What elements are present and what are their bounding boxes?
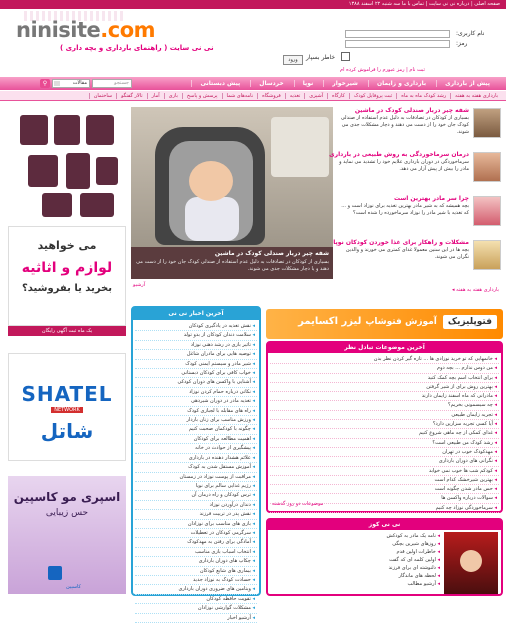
login-button[interactable]: ورود bbox=[283, 55, 303, 65]
ad-buy-sell-footer[interactable]: یک ماه ثبت آگهی رایگان bbox=[8, 326, 126, 336]
latest-news-item[interactable]: ◂ تقویت حافظه کودکان bbox=[135, 595, 257, 604]
search-icon[interactable]: ⚲ bbox=[40, 79, 50, 88]
forum-topic-item[interactable]: ◂ مهدکودک خوب در تهران bbox=[270, 448, 499, 457]
forum-topic-item[interactable]: ◂ بهترین روش برای از شیر گرفتن bbox=[270, 383, 499, 392]
news-thumbnail bbox=[473, 152, 501, 182]
forum-topic-item[interactable]: ◂ آیا کسی تجربه سزارین دارد؟ bbox=[270, 420, 499, 429]
latest-news-item[interactable]: ◂ مراقبت از پوست نوزاد در زمستان bbox=[135, 473, 257, 482]
nav-item-infant[interactable]: شیرخوار bbox=[323, 80, 366, 87]
car-window bbox=[271, 117, 329, 177]
latest-news-item[interactable]: ◂ خواب کافی برای کودکان دبستانی bbox=[135, 369, 257, 378]
hair-spray-headline: اسپری مو کاسپین bbox=[13, 490, 121, 504]
news-desc: بچه همیشه که به شیر مادر بهترین تغذیه برای نوزاد است و ... که تغذیه با شیر مادر را نوزاد سرماخورده را شده است؟ bbox=[341, 203, 469, 216]
news-item[interactable] bbox=[329, 151, 501, 191]
subnav-item[interactable]: پرسش و پاسخ bbox=[182, 93, 222, 99]
forum-topics-list bbox=[270, 355, 499, 513]
nini-kooz-item[interactable]: ◂ روزهای شیرین بچگی bbox=[272, 540, 440, 548]
garment-image bbox=[86, 115, 114, 145]
ad-buy-sell-line1: می خواهید bbox=[37, 239, 97, 252]
forum-topic-item[interactable]: ◂ کودکم شب ها خوب نمی خوابد bbox=[270, 467, 499, 476]
ad-baby-clothes[interactable] bbox=[8, 107, 126, 222]
garment-image bbox=[42, 193, 72, 217]
nini-kooz-item[interactable]: ◂ نامه یک مادر به کودکش bbox=[272, 532, 440, 540]
password-label: رمز: bbox=[456, 40, 468, 47]
subnav-item[interactable]: بازی bbox=[164, 93, 182, 99]
ad-photoshop-b: آموزش فتوشاپ bbox=[365, 317, 437, 327]
latest-news-item[interactable]: ◂ تغذیه مادر در دوران شیردهی bbox=[135, 397, 257, 406]
subnav-item[interactable]: ثبت پروفایل کودک bbox=[349, 93, 396, 99]
news-title[interactable]: درمان سرماخوردگی به روش طبیعی در بارداری bbox=[329, 151, 469, 158]
featured-caption bbox=[131, 247, 333, 279]
child-face bbox=[460, 550, 482, 572]
news-thumbnail bbox=[473, 108, 501, 138]
latest-news-item[interactable]: ◂ بیماری های شایع کودکان bbox=[135, 567, 257, 576]
sub-nav bbox=[0, 91, 506, 101]
forum-topics-footer[interactable]: موضوعات دو روز گذشته bbox=[272, 501, 324, 507]
baby-face bbox=[189, 161, 233, 201]
subnav-item[interactable]: بارداری هفته به هفته bbox=[450, 93, 502, 99]
news-item[interactable] bbox=[337, 107, 501, 147]
latest-news-item[interactable]: ◂ رژیم غذایی سالم برای نوپا bbox=[135, 482, 257, 491]
latest-news-list bbox=[135, 322, 257, 623]
featured-title[interactable]: شفه چیر دربار صندلی کودک در ماشین bbox=[214, 250, 329, 257]
ad-photoshop-banner[interactable] bbox=[266, 309, 503, 339]
garment-image bbox=[66, 153, 90, 189]
nini-kooz-item[interactable]: ◂ دلنوشته ای برای فرزند bbox=[272, 564, 440, 572]
search-input[interactable] bbox=[92, 79, 132, 88]
forum-topics-title: آخرین موضوعات تبادل نظر bbox=[268, 343, 501, 353]
garment-image bbox=[96, 157, 118, 185]
latest-news-item[interactable]: ◂ نقش پدر در تربیت فرزند bbox=[135, 510, 257, 519]
news-desc: بچه ها در این سنین معمولا غذای کمتری می خورند و والدین نگران می شوند. bbox=[345, 247, 469, 260]
forum-topic-item[interactable]: ◂ من دوس ندارم ... بچه دوم bbox=[270, 364, 499, 373]
remember-label: خاطر بسپار bbox=[306, 54, 336, 61]
nini-kooz-title: نی نی کوز bbox=[268, 520, 501, 530]
search-scope-select[interactable] bbox=[52, 79, 90, 88]
subnav-item[interactable]: تالار گفتگو bbox=[116, 93, 147, 99]
register-links[interactable]: ثبت نام | رمز عبورم را فراموش کرده ام bbox=[340, 67, 425, 73]
garment-image bbox=[54, 115, 80, 145]
latest-news-item[interactable]: ◂ توصیه هایی برای مادران شاغل bbox=[135, 350, 257, 359]
subnav-item[interactable]: نامه‌های شما bbox=[222, 93, 258, 99]
latest-news-item[interactable]: ◂ شیر مادر و سیستم ایمنی کودک bbox=[135, 360, 257, 369]
nav-item-child[interactable]: خردسال bbox=[250, 80, 292, 87]
latest-news-item[interactable]: ◂ آمادگی برای رفتن به مهدکودک bbox=[135, 538, 257, 547]
latest-news-item[interactable]: ◂ آموزش مستقل شدن به کودک bbox=[135, 463, 257, 472]
ad-hair-spray[interactable] bbox=[8, 476, 126, 594]
forum-topic-item[interactable]: ◂ رشد کودک من طبیعی است؟ bbox=[270, 439, 499, 448]
nini-kooz-box bbox=[266, 518, 503, 596]
subnav-item[interactable]: کارگاه bbox=[327, 93, 349, 99]
news-item[interactable] bbox=[333, 239, 501, 279]
hair-spray-slogan: حس زیبایی bbox=[45, 508, 89, 518]
latest-news-item[interactable]: ◂ ورزش مناسب برای زنان باردار bbox=[135, 416, 257, 425]
featured-article[interactable] bbox=[131, 107, 333, 279]
chevron-down-icon bbox=[54, 81, 60, 86]
subnav-item[interactable]: آمار bbox=[147, 93, 164, 99]
news-title[interactable]: شفه چیر دربار صندلی کودک در ماشین bbox=[354, 107, 469, 114]
nini-kooz-photo bbox=[444, 532, 498, 594]
featured-photo bbox=[131, 107, 333, 247]
news-item[interactable] bbox=[337, 195, 501, 235]
forum-topic-item[interactable]: ◂ بهترین شیرخشک کدام است bbox=[270, 476, 499, 485]
latest-news-item[interactable]: ◂ سرگرمی کودکان در تعطیلات bbox=[135, 529, 257, 538]
latest-news-item[interactable]: ◂ تاثیر بازی در رشد ذهنی نوزاد bbox=[135, 341, 257, 350]
forum-topic-item[interactable]: ◂ سرماخوردگی نوزاد چه کنیم bbox=[270, 504, 499, 513]
latest-news-item[interactable]: ◂ پیشگیری از حوادث در خانه bbox=[135, 444, 257, 453]
latest-news-item[interactable]: ◂ آرشیو اخبار bbox=[135, 614, 257, 623]
latest-news-item[interactable]: ◂ بازی های مناسب برای نوزادان bbox=[135, 520, 257, 529]
latest-news-item[interactable]: ◂ ویتامین های ضروری دوران بارداری bbox=[135, 585, 257, 594]
latest-news-item[interactable]: ◂ علائم هشدار دهنده در بارداری bbox=[135, 454, 257, 463]
forum-topic-item[interactable]: ◂ غذای کمکی از چه ماهی شروع کنیم bbox=[270, 429, 499, 438]
featured-desc: بسیاری از کودکان در تصادفات به دلیل عدم استفاده از صندلی کودک جان خود را از دست می دهند و یا دچار مشکلات جدی می شوند. bbox=[136, 259, 329, 272]
nav-item-pregnancy[interactable]: بارداری و زایمان bbox=[368, 80, 434, 87]
news-list bbox=[329, 107, 501, 279]
latest-news-item[interactable]: ◂ حسادت کودک به نوزاد جدید bbox=[135, 576, 257, 585]
nav-item-preconception[interactable]: پیش از بارداری bbox=[436, 80, 498, 87]
news-title[interactable]: مشکلات و راهکار برای غذا خوردن کودکان نوپا bbox=[333, 239, 469, 246]
search-scope-value: مقالات bbox=[72, 80, 87, 86]
forum-topics-box bbox=[266, 341, 503, 513]
subnav-item[interactable]: تغذیه bbox=[285, 93, 305, 99]
featured-archive-link[interactable]: آرشیو bbox=[133, 282, 146, 288]
baby-body bbox=[185, 197, 239, 241]
latest-news-item[interactable]: ◂ آشنایی با واکسن های دوران کودکی bbox=[135, 378, 257, 387]
username-label: نام کاربری: bbox=[456, 30, 485, 37]
news-title[interactable]: چرا سر مادر بهترین است bbox=[394, 195, 469, 202]
forum-topic-item[interactable]: ◂ مادرانی که ماه اسفند زایمان دارند bbox=[270, 392, 499, 401]
subnav-item[interactable]: رشد کودک ماه به ماه bbox=[396, 93, 450, 99]
latest-news-item[interactable]: ◂ اهمیت مطالعه برای کودکان bbox=[135, 435, 257, 444]
ad-buy-sell[interactable] bbox=[8, 226, 126, 326]
forum-topic-item[interactable]: ◂ سوالات درباره واکسن ها bbox=[270, 494, 499, 503]
nini-kooz-item[interactable]: ◂ خاطرات اولین قدم bbox=[272, 548, 440, 556]
shatel-tag: NETWORK bbox=[51, 407, 83, 413]
news-desc: بسیاری از کودکان در تصادفات به دلیل عدم استفاده از صندلی کودک جان خود را از دست می دهند و دچار مشکلات جدی می شوند. bbox=[340, 115, 469, 135]
news-thumbnail bbox=[473, 196, 501, 226]
nini-kooz-item[interactable]: ◂ لحظه های ماندگار bbox=[272, 572, 440, 580]
news-more-link[interactable]: بارداری هفته به هفته ◂ bbox=[452, 287, 499, 293]
ad-buy-sell-line3: بخرید یا بفروشید؟ bbox=[21, 283, 113, 294]
ad-shatel[interactable] bbox=[8, 353, 126, 461]
latest-news-item[interactable]: ◂ مشکلات گوارشی نوزادان bbox=[135, 604, 257, 613]
latest-news-item[interactable]: ◂ چکاپ های دوران بارداری bbox=[135, 557, 257, 566]
garment-image bbox=[28, 155, 58, 187]
news-thumbnail bbox=[473, 240, 501, 270]
shatel-persian: شاتل bbox=[40, 419, 94, 443]
latest-news-item[interactable]: ◂ نقش تغذیه در یادگیری کودکان bbox=[135, 322, 257, 331]
logo-tld: .com bbox=[100, 18, 156, 42]
forum-topic-item[interactable]: ◂ برای انتخاب اسم بچه کمک کنید bbox=[270, 374, 499, 383]
subnav-item[interactable]: ساختمان bbox=[89, 93, 116, 99]
ad-photoshop-a: فتوپلیزیک bbox=[443, 315, 497, 329]
subnav-item[interactable]: آشپزی bbox=[304, 93, 327, 99]
garment-image bbox=[80, 193, 114, 217]
latest-news-item[interactable]: ◂ ترس کودکان و راه درمان آن bbox=[135, 491, 257, 500]
password-field[interactable] bbox=[345, 40, 450, 48]
nini-kooz-item[interactable]: ◂ اولین کلمه ای که گفت bbox=[272, 556, 440, 564]
site-tagline: نی نی سایت ( راهنمای بارداری و بچه داری ) bbox=[60, 44, 214, 52]
latest-news-item[interactable]: ◂ انتخاب اسباب بازی مناسب bbox=[135, 548, 257, 557]
latest-news-item[interactable]: ◂ چگونه با کودکمان صحبت کنیم bbox=[135, 425, 257, 434]
remember-checkbox[interactable] bbox=[341, 52, 350, 61]
nav-item-preschool[interactable]: پیش دبستانی bbox=[191, 80, 248, 87]
brand-logo-icon bbox=[48, 566, 62, 580]
ad-photoshop-c: لیزر اکسایمر bbox=[298, 316, 362, 327]
latest-news-item[interactable]: ◂ سلامت دندان کودکان از بدو تولد bbox=[135, 331, 257, 340]
nav-item-toddler[interactable]: نوپا bbox=[294, 80, 322, 87]
latest-news-item[interactable]: ◂ نکاتی درباره حمام کردن نوزاد bbox=[135, 388, 257, 397]
nini-kooz-item[interactable]: ◂ آرشیو مطالب bbox=[272, 580, 440, 588]
latest-news-title: آخرین اخبار نی نی bbox=[133, 308, 259, 320]
forum-topic-item[interactable]: ◂ چه سیسمونی بخریم؟ bbox=[270, 401, 499, 410]
forum-topic-item[interactable]: ◂ خانمهایی که تو خرید نوزادی ها ... تازه گیر کردن نظر بدن bbox=[270, 355, 499, 364]
logo-main: ninisite bbox=[16, 18, 101, 42]
latest-news-box bbox=[131, 306, 261, 621]
latest-news-item[interactable]: ◂ راه های مقابله با لجبازی کودک bbox=[135, 407, 257, 416]
ad-buy-sell-line2: لوازم و اثاثیه bbox=[21, 260, 113, 276]
search-placeholder: جستجو bbox=[114, 80, 129, 86]
forum-topic-item[interactable]: ◂ حس مادر شدن چگونه است bbox=[270, 485, 499, 494]
forum-topic-item[interactable]: ◂ نگرانی های دوران بارداری bbox=[270, 457, 499, 466]
shatel-logo-text: SHATEL bbox=[21, 382, 113, 406]
garment-image bbox=[20, 115, 48, 145]
username-field[interactable] bbox=[345, 30, 450, 38]
news-desc: سرماخوردگی در دوران بارداری علایم خود را تشدید می نماید و مادر را بیش از پیش آزار می دهد. bbox=[339, 159, 469, 172]
nini-kooz-list bbox=[272, 532, 440, 588]
latest-news-item[interactable]: ◂ دندان درآوردن نوزاد bbox=[135, 501, 257, 510]
top-links-bar[interactable]: صفحه اصلی | درباره نی نی سایت | تماس با ما سه شنبه ۲۲ اسفند ۱۳۸۸ bbox=[0, 0, 506, 9]
brand-name: کاسپین bbox=[66, 584, 81, 590]
site-logo[interactable] bbox=[16, 18, 155, 42]
forum-topic-item[interactable]: ◂ تجربه زایمان طبیعی bbox=[270, 411, 499, 420]
subnav-item[interactable]: فروشگاه bbox=[257, 93, 285, 99]
